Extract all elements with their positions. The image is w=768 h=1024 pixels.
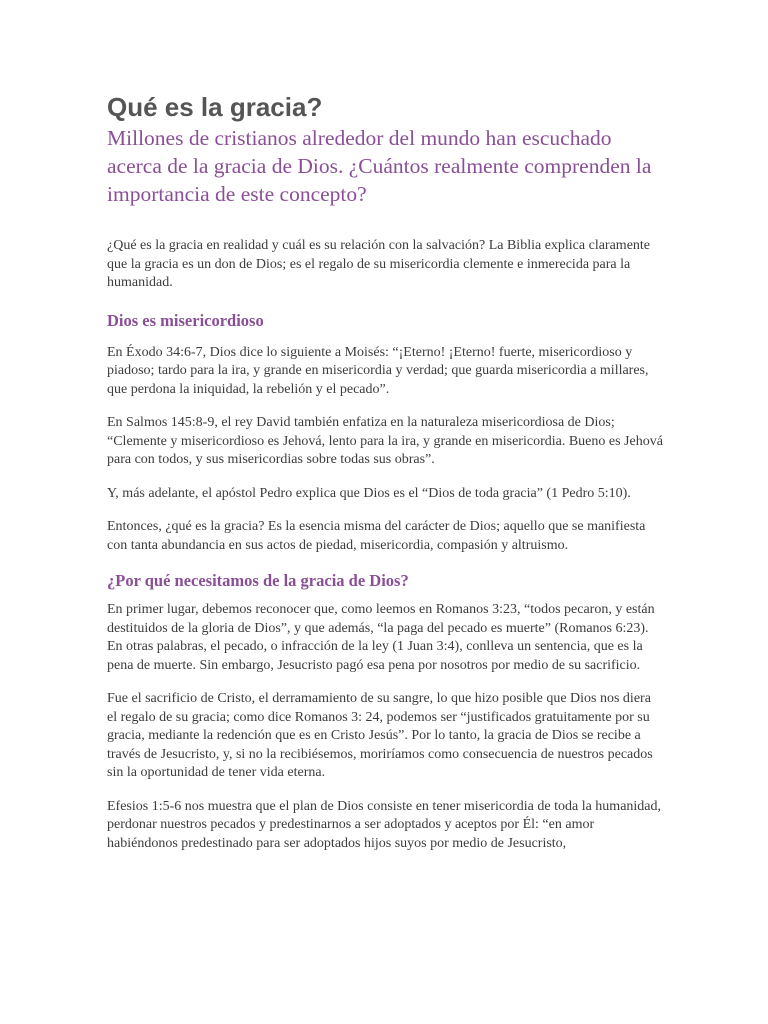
section-heading-por-que-necesitamos: ¿Por qué necesitamos de la gracia de Dios? <box>107 571 409 590</box>
page-title: Qué es la gracia? <box>107 92 323 122</box>
body-paragraph: Entonces, ¿qué es la gracia? Es la esencia misma del carácter de Dios; aquello que se manifiesta con tanta abundancia en sus actos de piedad, misericordia, compasión y altruismo. <box>107 519 646 553</box>
intro-paragraph: ¿Qué es la gracia en realidad y cuál es su relación con la salvación? La Biblia explica claramente que la gracia es un don de Dios; es el regalo de su misericordia clemente e inmerecida para la humanidad. <box>107 238 651 290</box>
body-paragraph: Fue el sacrificio de Cristo, el derramamiento de su sangre, lo que hizo posible que Dios nos diera el regalo de su gracia; como dice Romanos 3: 24, podemos ser “justificados gratuitamente por su gracia, mediante la redención que es en Cristo Jesús”. Por lo tanto, la gracia de Dios se recibe a través de Jesucristo, y, si no la recibiésemos, moriríamos como consecuencia de nuestros pecados sin la oportunidad de tener vida eterna. <box>107 691 653 780</box>
section-heading-dios-es-misericordioso: Dios es misericordioso <box>107 310 264 330</box>
body-paragraph: Efesios 1:5-6 nos muestra que el plan de Dios consiste en tener misericordia de toda la humanidad, perdonar nuestros pecados y predestinarnos a ser adoptados y aceptos por Él: “en amor habiéndonos predestinado para ser adoptados hijos suyos por medio de Jesucristo, <box>107 798 662 851</box>
body-paragraph: En primer lugar, debemos reconocer que, como leemos en Romanos 3:23, “todos pecaron, y están destituidos de la gloria de Dios”, y que además, “la paga del pecado es muerte” (Romanos 6:23). En otras palabras, el pecado, o infracción de la ley (1 Juan 3:4), conlleva un sentencia, que es la pena de muerte. Sin embargo, Jesucristo pagó esa pena por nosotros por medio de su sacrificio. <box>107 602 655 673</box>
document-page <box>107 92 663 853</box>
body-paragraph: En Éxodo 34:6-7, Dios dice lo siguiente a Moisés: “¡Eterno! ¡Eterno! fuerte, misericordioso y piadoso; tardo para la ira, y grande en misericordia y verdad; que guarda misericordia a millares, que perdona la iniquidad, la rebelión y el pecado”. <box>107 344 649 397</box>
body-paragraph: En Salmos 145:8-9, el rey David también enfatiza en la naturaleza misericordiosa de Dios; “Clemente y misericordioso es Jehová, lento para la ira, y grande en misericordia. Bueno es Jehová para con todos, y sus misericordias sobre todas sus obras”. <box>107 415 663 467</box>
body-paragraph: Y, más adelante, el apóstol Pedro explica que Dios es el “Dios de toda gracia” (1 Pedro 5:10). <box>107 485 631 501</box>
page-subtitle: Millones de cristianos alrededor del mundo han escuchado acerca de la gracia de Dios. ¿Cuántos realmente comprenden la importancia de este concepto? <box>107 126 652 206</box>
